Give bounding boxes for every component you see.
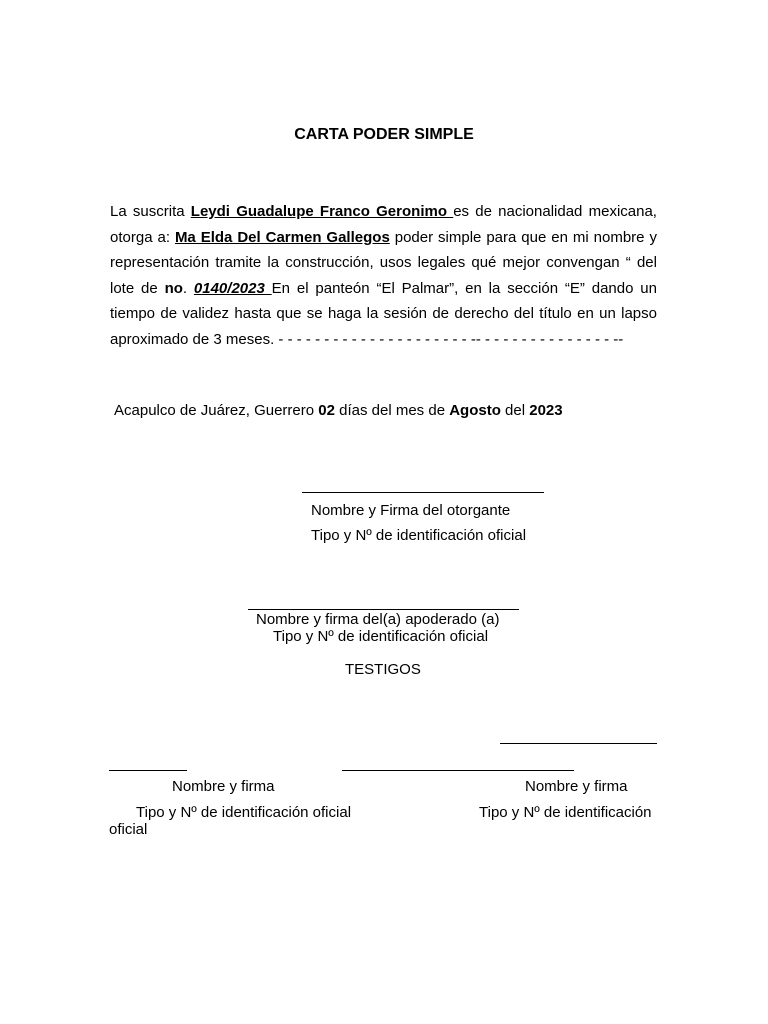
date-text: del [500, 402, 530, 419]
witness1-id-label-continued: oficial [109, 821, 148, 838]
document-title: CARTA PODER SIMPLE [294, 126, 474, 143]
witness2-signature-line-upper [500, 743, 657, 744]
body-text: poder simple para que en mi nombre y representación tramite la construcción, usos legales qué mejor convengan “ del lote de [110, 228, 657, 297]
body-text: En el panteón “El Palmar”, en la sección “E” dando un tiempo de validez hasta que se haga la sesión de derecho del título en un lapso aproximado de 3 meses. - - - - - - - - - - - - - - - - - - - - - -- - - - - - - - - - - - - - - -- [110, 279, 657, 348]
attorney-name: Ma Elda Del Carmen Gallegos [174, 228, 390, 246]
grantor-signature-label: Nombre y Firma del otorgante [311, 502, 511, 519]
grantor-id-label: Tipo y Nº de identificación oficial [311, 527, 527, 544]
lot-no-label: no [164, 279, 183, 297]
body-text: es de nacionalidad mexicana, otorga a: [110, 203, 657, 246]
witness-signature-line-middle [342, 770, 574, 771]
attorney-signature-label: Nombre y firma del(a) apoderado (a) [256, 611, 500, 628]
body-paragraph [110, 199, 657, 352]
witness1-signature-label: Nombre y firma [172, 778, 275, 795]
witnesses-heading: TESTIGOS [345, 661, 421, 678]
body-text: La suscrita [110, 203, 191, 220]
witness1-id-label: Tipo y Nº de identificación oficial [136, 804, 352, 821]
attorney-id-label: Tipo y Nº de identificación oficial [273, 628, 489, 645]
witness2-id-label: Tipo y Nº de identificación [479, 804, 652, 821]
place-text: Acapulco de Juárez, Guerrero [114, 402, 319, 419]
grantor-signature-line [302, 492, 544, 493]
body-text: . [182, 279, 194, 297]
date-year: 2023 [529, 402, 563, 419]
attorney-signature-line [248, 609, 519, 610]
witness1-signature-line [109, 770, 187, 771]
grantor-name: Leydi Guadalupe Franco Geronimo [190, 203, 454, 220]
place-date-line [114, 402, 563, 420]
date-month: Agosto [449, 402, 501, 419]
date-day: 02 [318, 402, 335, 419]
date-text: días del mes de [334, 402, 450, 419]
lot-number: 0140/2023 [193, 279, 272, 297]
witness2-signature-label: Nombre y firma [525, 778, 628, 795]
